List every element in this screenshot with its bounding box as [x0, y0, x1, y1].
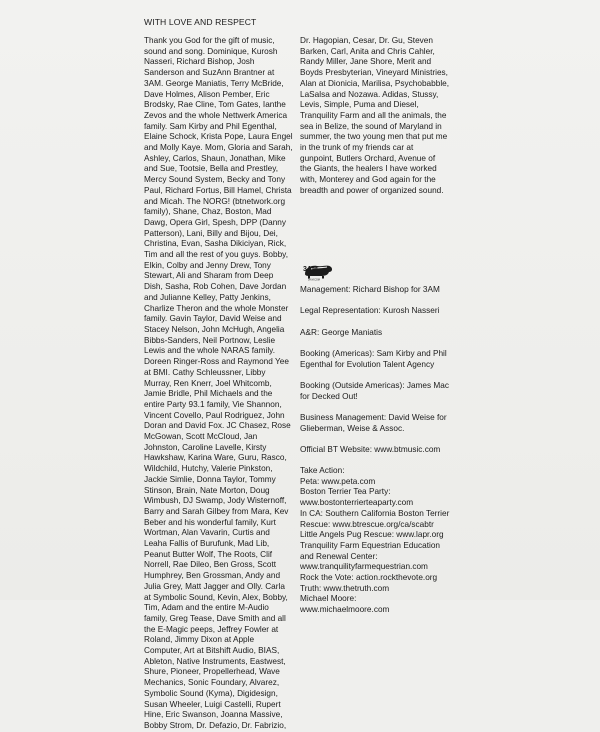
management-info: Management: Richard Bishop for 3AM	[300, 285, 440, 294]
page-heading: WITH LOVE AND RESPECT	[144, 17, 257, 27]
thanks-text-right-column: Dr. Hagopian, Cesar, Dr. Gu, Steven Barken, Carl, Anita and Chris Cahler, Randy Miller, Jane Shore, Merit and Boyds Presbyterian, Vineyard Ministries, Alan at Dionicia, Marilisa, Psychobabble, LaSalsa and Nozawa. Adidas, Stussy, Levis, Simple, Puma and Diesel, Tranquility Farm and all the animals, the sea in Belize, the sound of Maryland in summer, the two young men that put me in the trunk of my friends car at gunpoint, Butlers Orchard, Avenue of the Giants, the healers I have worked with, Monterey and God again for the breadth and power of organized sound.	[300, 36, 450, 195]
logo-subtext: 3A.M.COM	[308, 278, 320, 281]
take-action-info: Take Action: Peta: www.peta.com Boston Terrier Tea Party: www.bostonterrierteaparty.com In CA: Southern California Boston Terrier Rescue: www.btrescue.org/ca/scabtr Little Angels Pug Rescue: www.lapr.org Tranquility Farm Equestrian Education and Renewal Center: www.tranquilityfarmequestrian.com Rock the Vote: action.rockthevote.org Truth: www.thetruth.com Michael Moore: www.michaelmoore.com	[300, 466, 450, 615]
business-management-info: Business Management: David Weise for Glieberman, Weise & Assoc.	[300, 413, 447, 433]
legal-representation-info: Legal Representation: Kurosh Nasseri	[300, 306, 440, 315]
booking-outside-americas-info: Booking (Outside Americas): James Mac for Decked Out!	[300, 381, 450, 401]
anr-info: A&R: George Maniatis	[300, 328, 383, 337]
3am-skunk-logo-icon	[301, 259, 335, 281]
logo-text: 3AM	[303, 266, 318, 273]
booking-americas-info: Booking (Americas): Sam Kirby and Phil Egenthal for Evolution Talent Agency	[300, 349, 447, 369]
thanks-text-left-column: Thank you God for the gift of music, sound and song. Dominique, Kurosh Nasseri, Richard Bishop, Josh Sanderson and SuzAnn Brantner at 3AM. George Maniatis, Terry McBride, Dave Holmes, Alison Pember, Eric Brodsky, Rae Cline, Tom Gates, Ianthe Zevos and the whole Nettwerk America family. Sam Kirby and Phil Egenthal, Elaine Schock, Krista Pope, Laura Engel and Molly Kaye. Mom, Gloria and Sarah, Ashley, Carlos, Shaun, Jonathan, Mike and Sue, Tootsie, Bella and Prestley, Mercy Sound System, Becky and Tony Paul, Richard Fortus, Bill Hamel, Christa and Micah. The NORG! (btnetwork.org family), Shane, Chaz, Boston, Mad Dawg, Opera Girl, Spesh, DPP (Danny Patterson), Lani, Billy and Bijou, Dei, Christina, Evan, Sasha Dikiciyan, Rick, Tim and all the rest of you guys. Bobby, Elkin, Colby and Jenny Drew, Tony Stewart, Ali and Sharam from Deep Dish, Sasha, Rob Cohen, Dave Jordan and Julianne Kelley, Patty Jenkins, Charlize Theron and the whole Monster family. Gavin Taylor, David Weise and Stacey Nelson, John McHugh, Angelia Bibbs-Sanders, Neil Portnow, Leslie Lewis and the whole NARAS family. Doreen Ringer-Ross and Raymond Yee at BMI. Cathy Schleussner, Libby Murray, Ren Knerr, Joel Whitcomb, Jamie Bridle, Phil Michaels and the entire Party 93.1 family, Vie Shannon, Vincent Covello, Paul Rodriguez, John Doran and David Fox. JC Chasez, Rose McGowan, Scott McCloud, Jan Johnston, Caroline Lavelle, Kirsty Hawkshaw, Karina Ware, Guru, Rasco, Wildchild, Hutchy, Valerie Pinkston, Jackie Simlie, Donna Taylor, Tommy Stinson, Brain, Nate Morton, Doug Wimbush, DJ Swamp, Jody Wisternoff, Barry and Sarah Gilbey from Mara, Kev Beber and his wonderful family, Kurt Wortman, Alan Vavarin, Curtis and Leaha Fallis of Burufunk, Mad Lib, Peanut Butter Wolf, The Roots, Clif Norrell, Rae Dileo, Ben Gross, Scott Humphrey, Ben Grossman, Andy and Julia Grey, Matt Jagger and Olly. Carla at Symbolic Sound, Kevin, Alex, Bobby, Tim, Adam and the entire M-Audio family, Greg Tease, Dave Smith and all the E-Magic peeps, Jeffrey Fowler at Roland, Jimmy Dixon at Apple Computer, Art at Bitshift Audio, BIAS, Ableton, Native Instruments, Eastwest, Shure, Pioneer, Propellerhead, Wave Mechanics, Sonic Foundary, Alvarez, Symbolic Sound (Kyma), Digidesign, Susan Wheeler, Luigi Castelli, Rupert Hine, Eric Swanson, Joanna Massive, Bobby Strom, Dr. Defazio, Dr. Fabrizio,	[144, 36, 293, 730]
official-website-info: Official BT Website: www.btmusic.com	[300, 445, 441, 454]
